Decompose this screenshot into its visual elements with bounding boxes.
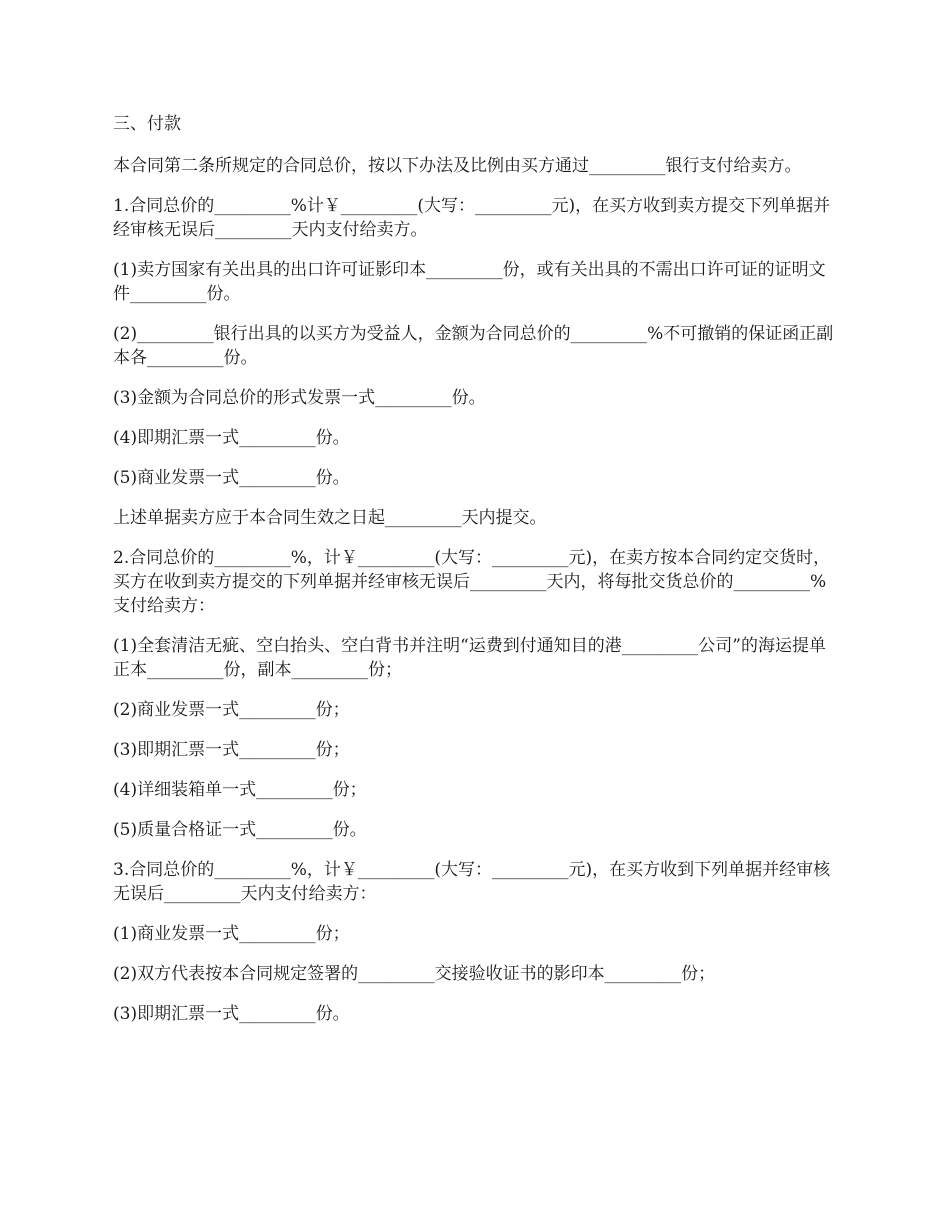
payment-clause-3: 3.合同总价的_________%，计￥_________(大写：_________元)，在买方收到下列单据并经审核无误后_________天内支付给卖方：	[113, 860, 831, 904]
payment-clause-2: 2.合同总价的_________%，计￥_________(大写：_________元)，在卖方按本合同约定交货时，买方在收到卖方提交的下列单据并经审核无误后_________天内，将每批交货总价的_________%支付给卖方：	[113, 548, 831, 616]
payment-clause-1-item-4: (4)即期汇票一式_________份。	[113, 428, 350, 448]
payment-clause-3-item-2: (2)双方代表按本合同规定签署的_________交接验收证书的影印本_________份；	[113, 964, 716, 984]
payment-clause-1-item-2: (2)_________银行出具的以买方为受益人，金额为合同总价的_________%不可撤销的保证函正副本各_________份。	[113, 324, 834, 368]
payment-clause-1: 1.合同总价的_________%计￥_________(大写：_________元)，在买方收到卖方提交下列单据并经审核无误后_________天内支付给卖方。	[113, 196, 831, 240]
payment-clause-2-item-5: (5)质量合格证一式_________份。	[113, 820, 367, 840]
payment-clause-1-item-5: (5)商业发票一式_________份。	[113, 468, 350, 488]
payment-clause-2-item-4: (4)详细装箱单一式_________份；	[113, 780, 367, 800]
payment-clause-1-item-1: (1)卖方国家有关出具的出口许可证影印本_________份，或有关出具的不需出口许可证的证明文件_________份。	[113, 260, 826, 304]
payment-clause-2-item-3: (3)即期汇票一式_________份；	[113, 740, 350, 760]
payment-clause-2-item-1: (1)全套清洁无疵、空白抬头、空白背书并注明“运费到付通知目的港_________公司”的海运提单正本_________份，副本_________份；	[113, 636, 826, 680]
payment-clause-3-item-1: (1)商业发票一式_________份；	[113, 924, 350, 944]
payment-clause-1-deadline: 上述单据卖方应于本合同生效之日起_________天内提交。	[113, 508, 547, 528]
payment-clause-2-item-2: (2)商业发票一式_________份；	[113, 700, 350, 720]
payment-intro-paragraph: 本合同第二条所规定的合同总价，按以下办法及比例由买方通过_________银行支付给卖方。	[113, 156, 802, 176]
payment-clause-3-item-3: (3)即期汇票一式_________份。	[113, 1004, 350, 1024]
section-heading: 三、付款	[113, 114, 181, 134]
document-body	[113, 112, 841, 1042]
payment-clause-1-item-3: (3)金额为合同总价的形式发票一式_________份。	[113, 388, 486, 408]
